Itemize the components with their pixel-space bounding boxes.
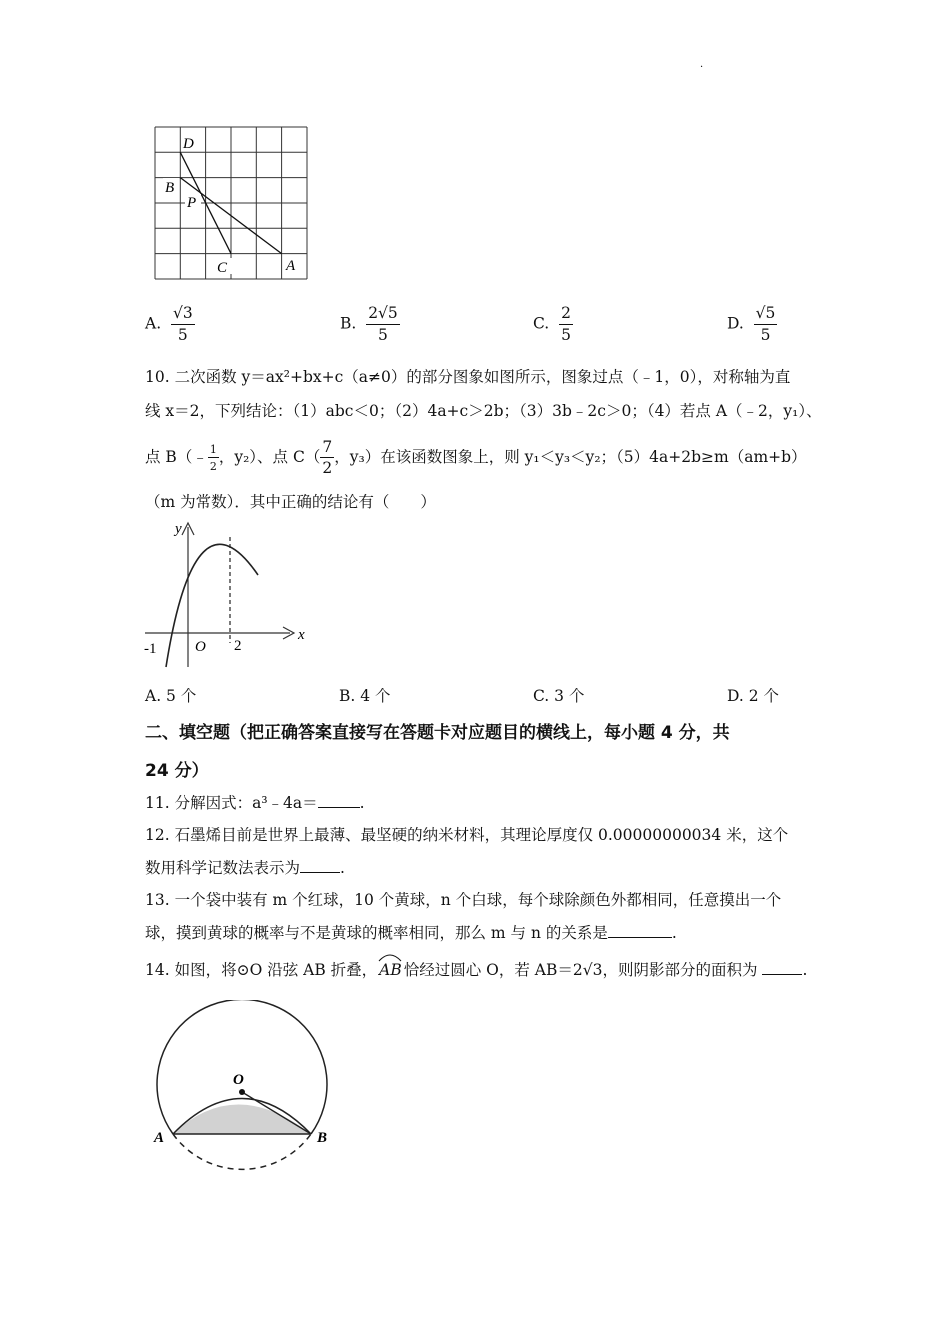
section2-heading-line2: 24 分）	[145, 761, 209, 781]
answer-blank[interactable]	[608, 923, 672, 938]
section2-heading-line1: 二、填空题（把正确答案直接写在答题卡对应题目的横线上，每小题 4 分，共	[145, 723, 730, 743]
label-b: B	[165, 180, 175, 196]
q11: 11. 分解因式：a³﹣4a＝ .	[145, 794, 365, 812]
q12-line2: 数用科学记数法表示为 .	[145, 859, 345, 877]
header-dot: ·	[700, 62, 704, 73]
answer-blank[interactable]	[762, 960, 802, 975]
center-point	[239, 1089, 245, 1095]
circle-lower-arc-dashed	[173, 1134, 311, 1169]
q9-option-d: D. $\frac{√5}{5}$	[727, 304, 776, 344]
q10-option-a: A. 5 个	[145, 687, 197, 705]
q10-option-b: B. 4 个	[339, 687, 391, 705]
shaded-region	[173, 1105, 311, 1135]
q10-option-c: C. 3 个	[533, 687, 585, 705]
arc-ab: AB	[377, 960, 404, 980]
label-a: A	[154, 1130, 165, 1146]
q13-line2: 球，摸到黄球的概率与不是黄球的概率相同，那么 m 与 n 的关系是 .	[145, 924, 677, 942]
label-d: D	[183, 136, 194, 152]
label-a: A	[286, 258, 296, 274]
grid-figure	[150, 122, 315, 284]
q10-line3: 点 B（﹣ $\frac{1}{2}$ ，y₂）、点 C（ $\frac{7}{2}$ ，y₃）在该函数图象上，则 y₁＜y₃＜y₂；（5）4a+2b≥m（am+b）	[145, 437, 807, 477]
q10-line4: （m 为常数）．其中正确的结论有（ ）	[145, 493, 436, 511]
circle-figure	[145, 1000, 345, 1185]
q14: 14. 如图，将⊙O 沿弦 AB 折叠， AB 恰经过圆心 O，若 AB＝2√3，则阴影部分的面积为 .	[145, 960, 807, 980]
q10-line2: 线 x＝2，下列结论：（1）abc＜0；（2）4a+c＞2b；（3）3b﹣2c＞0；（4）若点 A（﹣2，y₁）、	[145, 402, 822, 420]
parabola-curve	[166, 544, 258, 667]
parabola-figure	[140, 515, 320, 675]
q13-line1: 13. 一个袋中装有 m 个红球，10 个黄球，n 个白球，每个球除颜色外都相同，任意摸出一个	[145, 891, 782, 909]
answer-blank[interactable]	[300, 858, 340, 873]
label-o: O	[233, 1072, 244, 1088]
q10-option-d: D. 2 个	[727, 687, 780, 705]
q9-option-b: B. $\frac{2√5}{5}$	[340, 304, 398, 344]
label-p: P	[187, 195, 197, 211]
label-neg1: -1	[144, 641, 157, 657]
label-two: 2	[234, 638, 242, 654]
label-c: C	[217, 260, 228, 276]
q12-line1: 12. 石墨烯目前是世界上最薄、最坚硬的纳米材料，其理论厚度仅 0.00000000034 米，这个	[145, 826, 789, 844]
q9-option-c: C. $\frac{2}{5}$	[533, 304, 571, 344]
label-y: y	[175, 521, 182, 537]
q10-line1: 10. 二次函数 y＝ax²+bx+c（a≠0）的部分图象如图所示，图象过点（﹣1，0），对称轴为直	[145, 368, 791, 386]
label-o: O	[195, 639, 206, 655]
answer-blank[interactable]	[318, 793, 360, 808]
label-x: x	[298, 627, 305, 643]
label-b: B	[317, 1130, 328, 1146]
q9-option-a: A. $\frac{√3}{5}$	[145, 304, 193, 344]
